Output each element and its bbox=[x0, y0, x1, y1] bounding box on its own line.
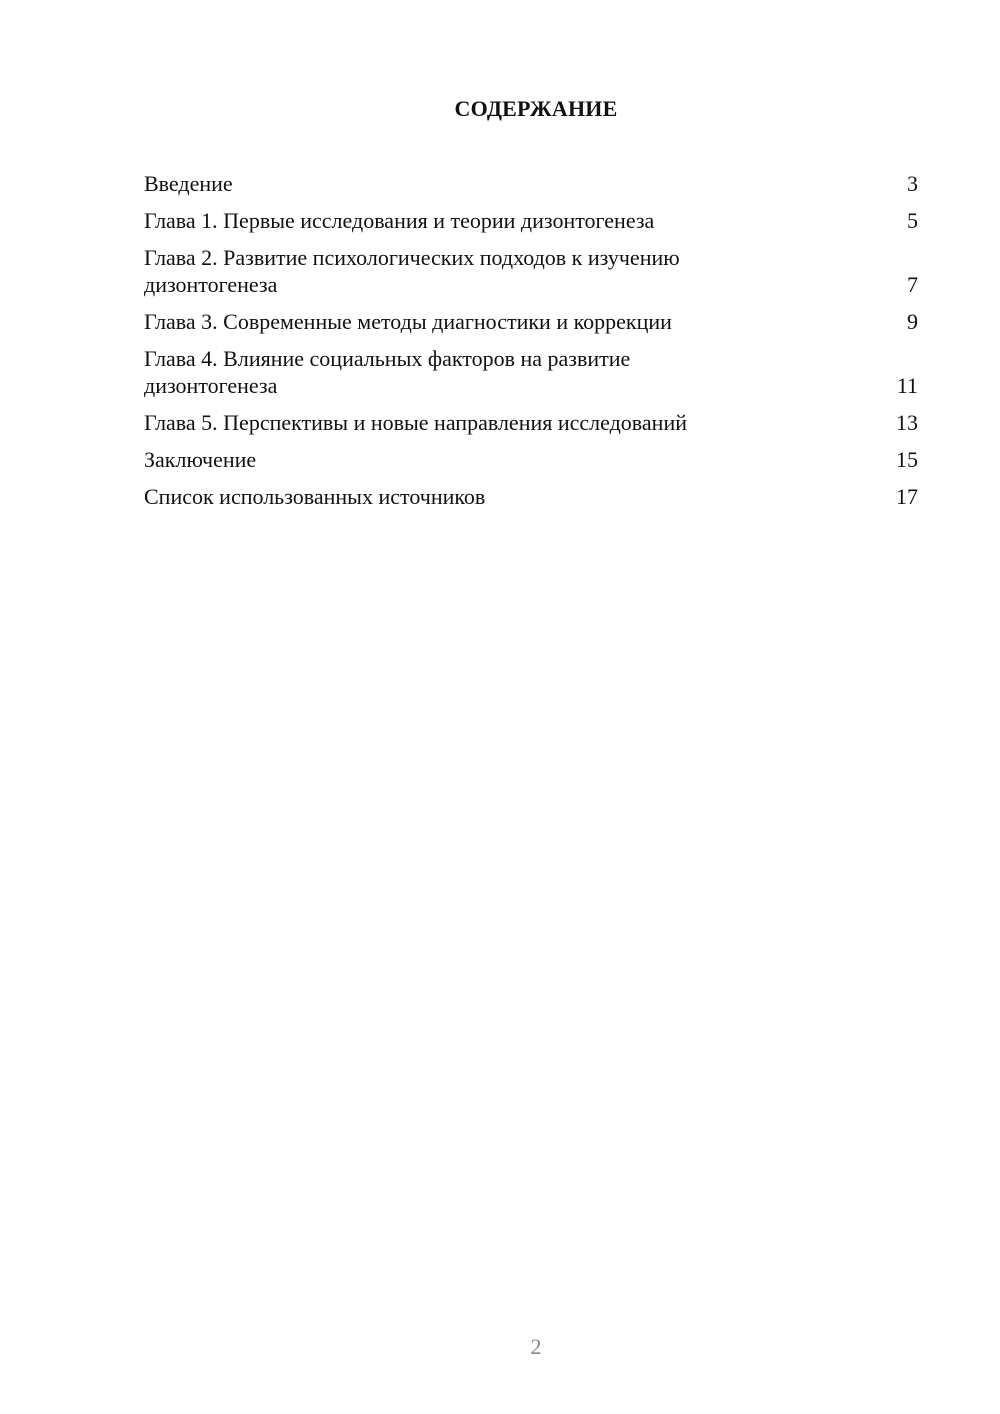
toc-entry-title: Список использованных источников bbox=[144, 484, 486, 509]
toc-entry-page: 7 bbox=[907, 272, 918, 297]
toc-entry-page: 3 bbox=[907, 171, 918, 196]
toc-entry-title: Введение bbox=[144, 171, 233, 196]
toc-entry-title: Глава 1. Первые исследования и теории дизонтогенеза bbox=[144, 208, 655, 233]
toc-entry bbox=[144, 446, 918, 473]
toc-entry-title: Глава 5. Перспективы и новые направления исследований bbox=[144, 410, 687, 435]
toc-entry-page: 13 bbox=[896, 410, 918, 435]
toc-entry-page: 9 bbox=[907, 309, 918, 334]
toc-entry bbox=[144, 170, 918, 197]
toc-entry-title: Заключение bbox=[144, 447, 257, 472]
toc-entry-title: Глава 3. Современные методы диагностики и коррекции bbox=[144, 309, 672, 334]
toc-entry-title: Глава 2. Развитие психологических подходов к изучению дизонтогенеза bbox=[144, 245, 680, 297]
toc-entry bbox=[144, 409, 918, 436]
table-of-contents bbox=[144, 170, 918, 520]
toc-entry bbox=[144, 345, 918, 399]
toc-entry bbox=[144, 308, 918, 335]
toc-entry bbox=[144, 207, 918, 234]
toc-entry-page: 5 bbox=[907, 208, 918, 233]
toc-entry bbox=[144, 244, 918, 298]
toc-entry-page: 17 bbox=[896, 484, 918, 509]
toc-entry bbox=[144, 483, 918, 510]
toc-entry-page: 15 bbox=[896, 447, 918, 472]
page-title: СОДЕРЖАНИЕ bbox=[454, 96, 618, 121]
toc-entry-title: Глава 4. Влияние социальных факторов на развитие дизонтогенеза bbox=[144, 346, 631, 398]
page-number: 2 bbox=[530, 1334, 542, 1359]
toc-entry-page: 11 bbox=[896, 373, 918, 398]
